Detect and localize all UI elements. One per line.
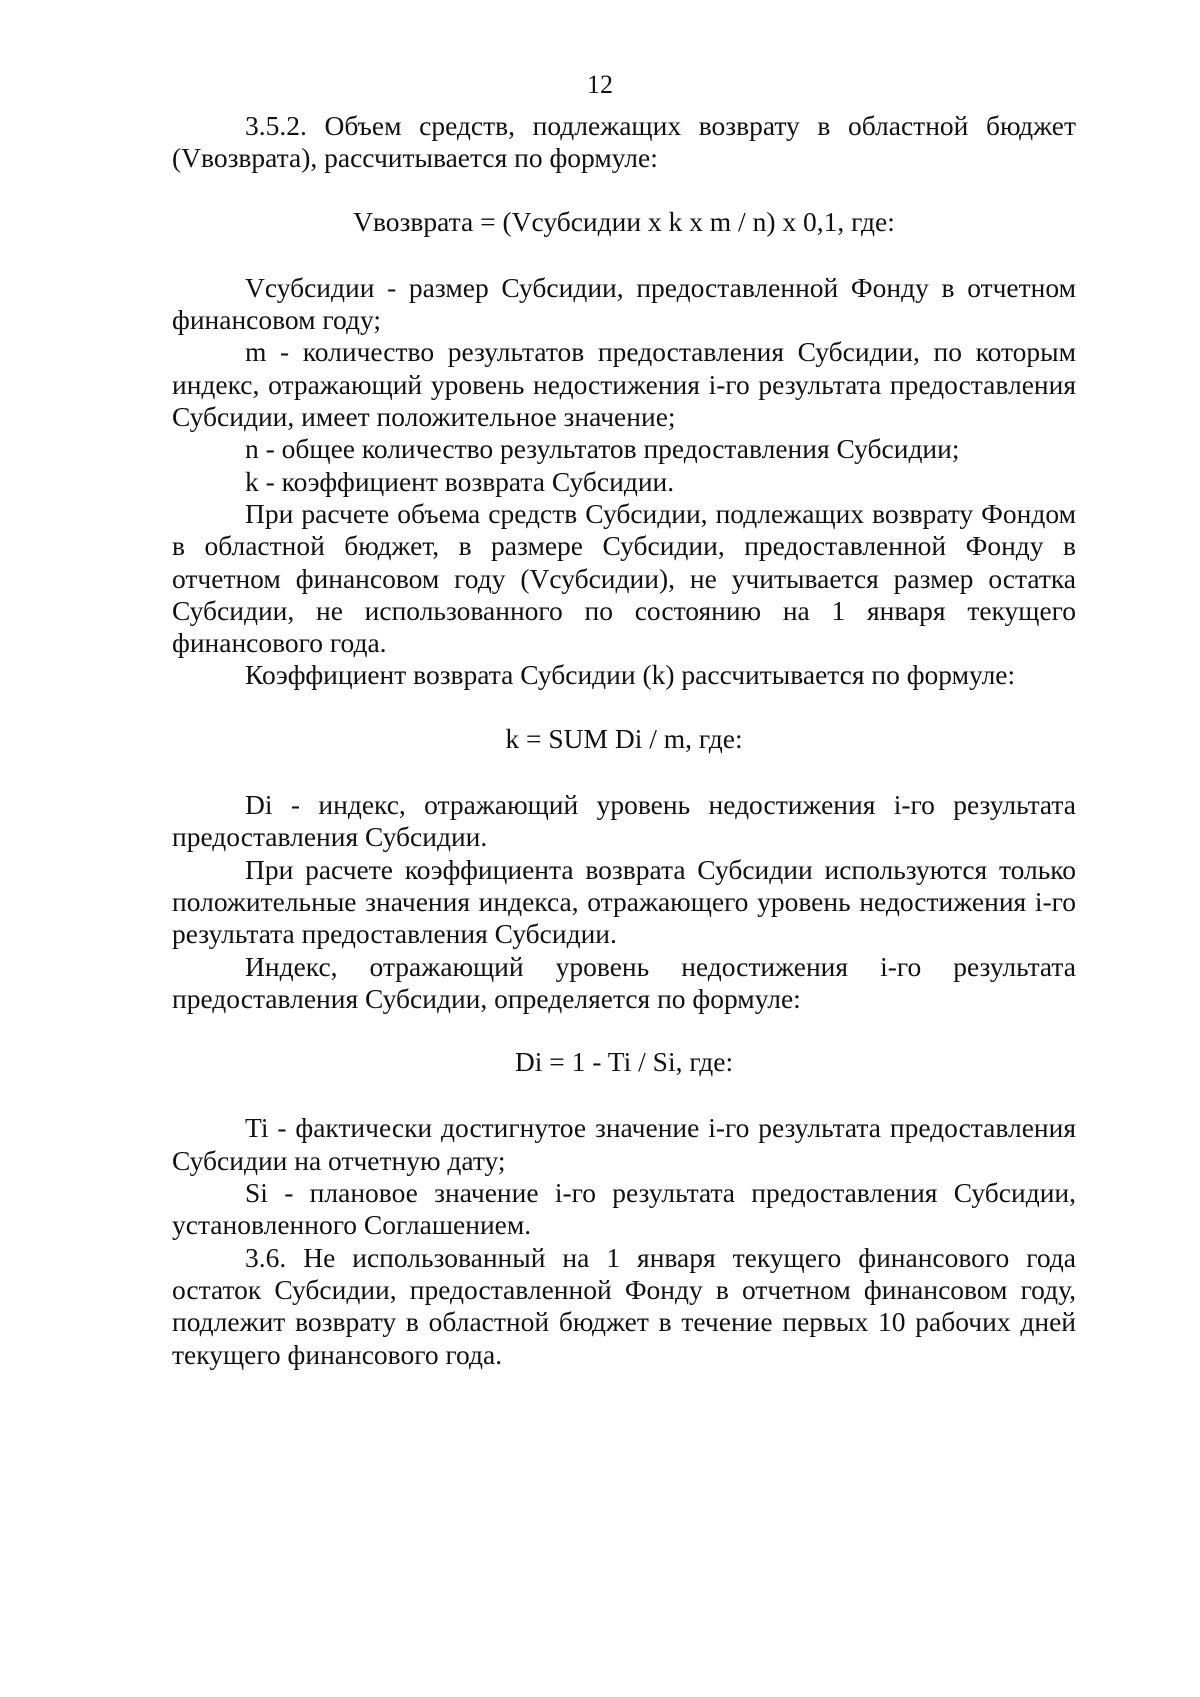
definition-m: m - количество результатов предоставления Субсидии, по которым индекс, отражающий уровень недостижения i-го результата предоставления Субсидии, имеет положительное значение; [172, 336, 1076, 433]
document-body [172, 110, 1076, 1371]
definition-k: k - коэффициент возврата Субсидии. [245, 465, 675, 497]
definition-v-subsidii: Vсубсидии - размер Субсидии, предоставленной Фонду в отчетном финансовом году; [172, 271, 1076, 336]
paragraph-positive-values: При расчете коэффициента возврата Субсидии используются только положительные значения индекса, отражающего уровень недостижения i-го результата предоставления Субсидии. [172, 853, 1076, 950]
formula-k: k = SUM Di / m, где: [505, 722, 743, 754]
definition-si: Si - плановое значение i-го результата предоставления Субсидии, установленного Соглашением. [172, 1177, 1076, 1241]
paragraph-di-intro: Индекс, отражающий уровень недостижения i-го результата предоставления Субсидии, определяется по формуле: [172, 950, 1076, 1014]
paragraph-3-5-2: 3.5.2. Объем средств, подлежащих возврату в областной бюджет (Vвозврата), рассчитывается по формуле: [172, 110, 1076, 174]
paragraph-remainder-note: При расчете объема средств Субсидии, подлежащих возврату Фондом в областной бюджет, в размере Субсидии, предоставленной Фонду в отчетном финансовом году (Vсубсидии), не учитывается размер остатка Субсидии, не использованного по состоянию на 1 января текущего финансового года. [172, 497, 1076, 659]
page-number: 12 [587, 70, 613, 99]
formula-di: Di = 1 - Ti / Si, где: [514, 1046, 734, 1078]
definition-ti: Ti - фактически достигнутое значение i-го результата предоставления Субсидии на отчетную дату; [172, 1112, 1076, 1176]
definition-n: n - общее количество результатов предоставления Субсидии; [245, 433, 960, 465]
definition-di: Di - индекс, отражающий уровень недостижения i-го результата предоставления Субсидии. [172, 789, 1076, 853]
paragraph-k-intro: Коэффициент возврата Субсидии (k) рассчитывается по формуле: [245, 659, 1016, 691]
formula-v-vozvrata: Vвозврата = (Vсубсидии x k x m / n) x 0,1, где: [353, 205, 895, 237]
paragraph-3-6: 3.6. Не использованный на 1 января текущего финансового года остаток Субсидии, предоставленной Фонду в отчетном финансовом году, подлежит возврату в областной бюджет в течение первых 10 рабочих дней текущего финансового года. [172, 1241, 1076, 1370]
